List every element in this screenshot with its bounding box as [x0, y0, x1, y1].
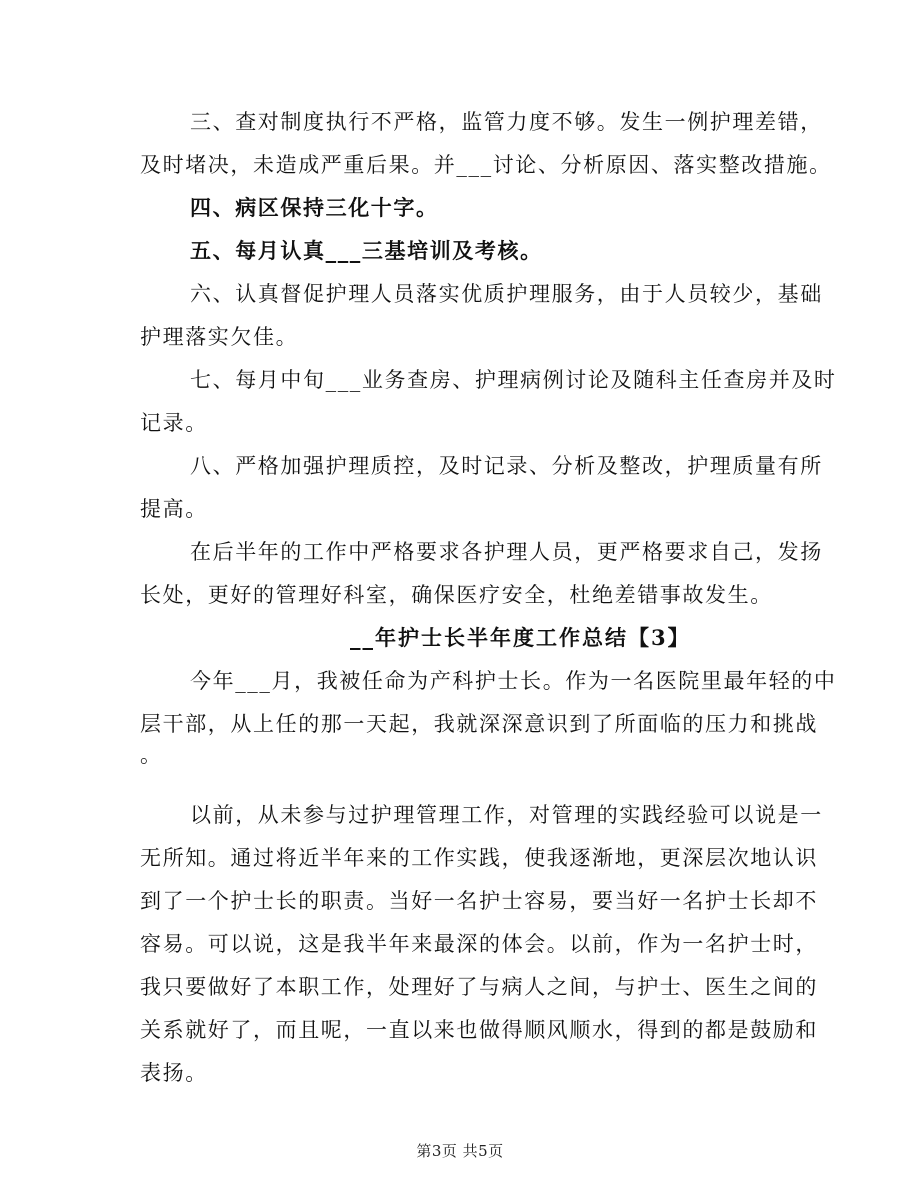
paragraph-3-line-2: 及时堵决，未造成严重后果。并___讨论、分析原因、落实整改措施。	[140, 153, 832, 177]
paragraph-11-line-7: 表扬。	[140, 1061, 208, 1085]
paragraph-11-line-5: 我只要做好了本职工作，处理好了与病人之间，与护士、医生之间的	[140, 975, 818, 999]
paragraph-6-line-2: 护理落实欠佳。	[140, 325, 299, 349]
paragraph-6-line-1: 六、认真督促护理人员落实优质护理服务，由于人员较少，基础	[190, 282, 823, 306]
paragraph-9-line-1: 在后半年的工作中严格要求各护理人员，更严格要求自己，发扬	[190, 540, 823, 564]
paragraph-9-line-2: 长处，更好的管理好科室，确保医疗安全，杜绝差错事故发生。	[140, 583, 773, 607]
paragraph-4: 四、病区保持三化十字。	[190, 195, 439, 220]
paragraph-11-line-2: 无所知。通过将近半年来的工作实践，使我逐渐地，更深层次地认识	[140, 846, 818, 870]
paragraph-11-line-3: 到了一个护士长的职责。当好一名护士容易，要当好一名护士长却不	[140, 889, 818, 913]
paragraph-10-line-2: 层干部，从上任的那一天起，我就深深意识到了所面临的压力和挑战	[140, 712, 818, 736]
paragraph-11-line-1: 以前，从未参与过护理管理工作，对管理的实践经验可以说是一	[190, 803, 823, 827]
paragraph-8-line-2: 提高。	[140, 497, 208, 521]
paragraph-11-line-4: 容易。可以说，这是我半年来最深的体会。以前，作为一名护士时，	[140, 932, 818, 956]
paragraph-11-line-6: 关系就好了，而且呢，一直以来也做得顺风顺水，得到的都是鼓励和	[140, 1018, 818, 1042]
section-title: __年护士长半年度工作总结【3】	[350, 625, 691, 650]
paragraph-7-line-2: 记录。	[140, 411, 208, 435]
paragraph-10-line-3: 。	[140, 743, 163, 767]
paragraph-8-line-1: 八、严格加强护理质控，及时记录、分析及整改，护理质量有所	[190, 454, 823, 478]
paragraph-10-line-1: 今年___月，我被任命为产科护士长。作为一名医院里最年轻的中	[190, 669, 837, 693]
page-footer: 第3页 共5页	[416, 1142, 504, 1160]
paragraph-3-line-1: 三、查对制度执行不严格，监管力度不够。发生一例护理差错，	[190, 110, 823, 134]
paragraph-7-line-1: 七、每月中旬___业务查房、护理病例讨论及随科主任查房并及时	[190, 368, 837, 392]
paragraph-5: 五、每月认真___三基培训及考核。	[190, 238, 543, 263]
